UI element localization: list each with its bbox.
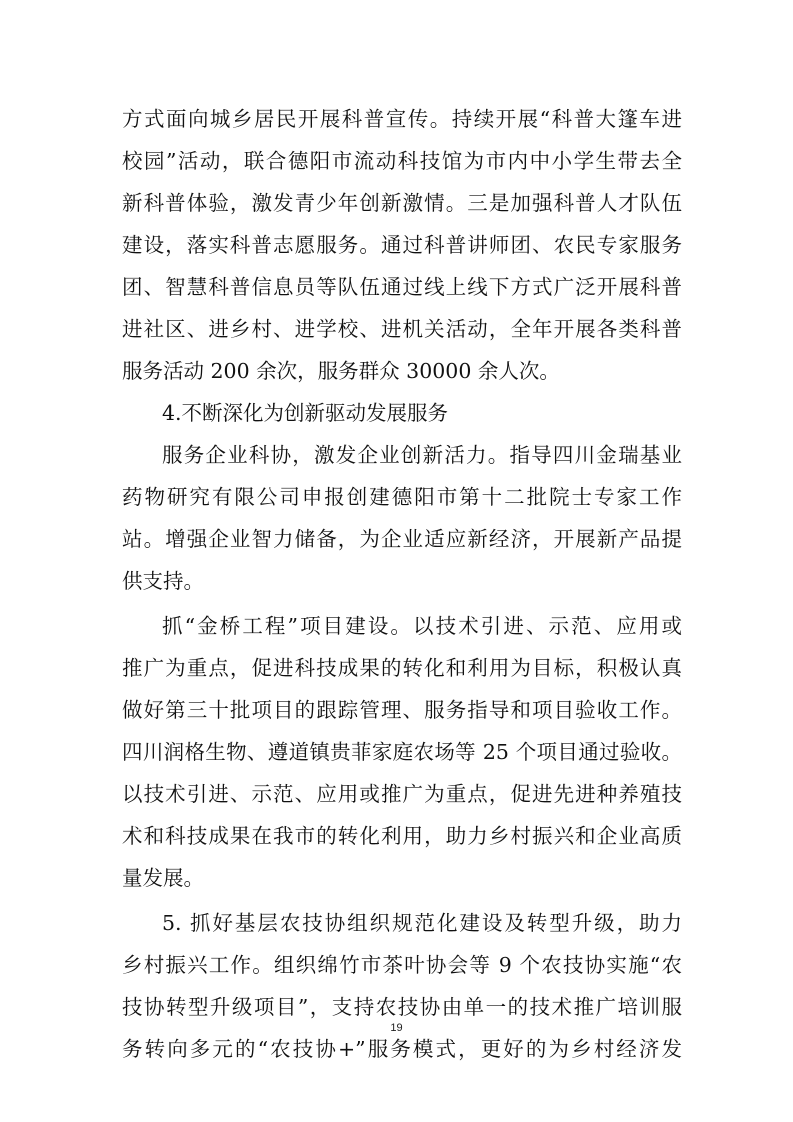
body-text-line: 药物研究有限公司申报创建德阳市第十二批院士专家工作 <box>122 485 682 509</box>
paragraph-first-line: 5. 抓好基层农技协组织规范化建设及转型升级，助力 <box>162 911 682 935</box>
body-text-line: 服务活动 200 余次，服务群众 30000 余人次。 <box>122 359 560 383</box>
body-text-line: 建设，落实科普志愿服务。通过科普讲师团、农民专家服务 <box>122 233 682 257</box>
body-text-line: 进社区、进乡村、进学校、进机关活动，全年开展各类科普 <box>122 317 682 341</box>
body-text-line: 供支持。 <box>122 569 204 593</box>
body-text-line: 技协转型升级项目”，支持农技协由单一的技术推广培训服 <box>122 995 682 1019</box>
paragraph-first-line: 抓“金桥工程”项目建设。以技术引进、示范、应用或 <box>162 614 682 638</box>
section-heading: 4.不断深化为创新驱动发展服务 <box>162 401 449 425</box>
body-text-line: 术和科技成果在我市的转化利用，助力乡村振兴和企业高质 <box>122 824 682 848</box>
body-text-line: 方式面向城乡居民开展科普宣传。持续开展“科普大篷车进 <box>122 107 682 131</box>
body-text-line: 务转向多元的“农技协+”服务模式，更好的为乡村经济发 <box>122 1037 682 1061</box>
body-text-line: 做好第三十批项目的跟踪管理、服务指导和项目验收工作。 <box>122 698 682 722</box>
body-text-line: 校园”活动，联合德阳市流动科技馆为市内中小学生带去全 <box>122 149 682 173</box>
body-text-line: 乡村振兴工作。组织绵竹市茶叶协会等 9 个农技协实施“农 <box>122 953 682 977</box>
page-number: 19 <box>390 1022 403 1034</box>
body-text-line: 站。增强企业智力储备，为企业适应新经济，开展新产品提 <box>122 527 682 551</box>
body-text-line: 以技术引进、示范、应用或推广为重点，促进先进种养殖技 <box>122 782 682 806</box>
body-text-line: 推广为重点，促进科技成果的转化和利用为目标，积极认真 <box>122 656 682 680</box>
body-text-line: 四川润格生物、遵道镇贵菲家庭农场等 25 个项目通过验收。 <box>122 740 682 764</box>
body-text-line: 量发展。 <box>122 866 204 890</box>
paragraph-first-line: 服务企业科协，激发企业创新活力。指导四川金瑞基业 <box>162 443 682 467</box>
body-text-line: 新科普体验，激发青少年创新激情。三是加强科普人才队伍 <box>122 191 682 215</box>
body-text-line: 团、智慧科普信息员等队伍通过线上线下方式广泛开展科普 <box>122 275 682 299</box>
